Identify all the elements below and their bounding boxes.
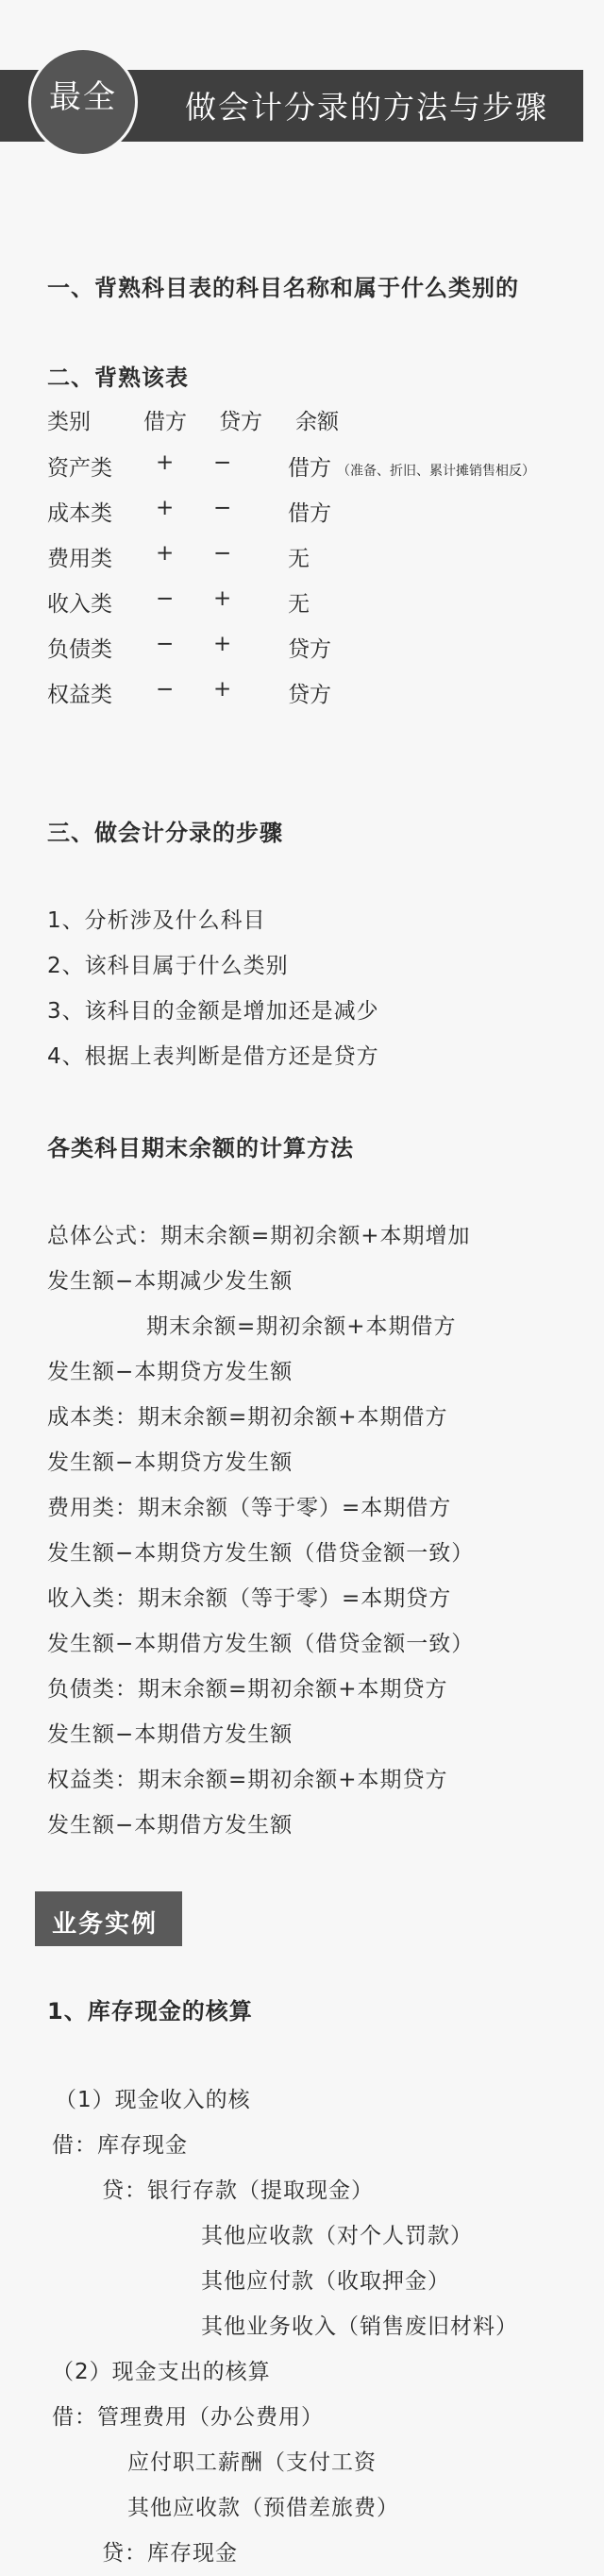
page-title: 做会计分录的方法与步骤 [185, 89, 548, 126]
formula-line: 发生额−本期借方发生额 [47, 1722, 294, 1747]
section2-heading: 二、背熟该表 [47, 364, 189, 391]
row-debit-sign: − [156, 586, 175, 611]
formula-line: 发生额−本期贷方发生额 [47, 1360, 294, 1384]
row-balance: 无 [288, 547, 310, 571]
business-examples-label: 业务实例 [52, 1910, 159, 1939]
banner-badge: 最全 [49, 77, 117, 116]
journal-line: （2）现金支出的核算 [52, 2360, 271, 2384]
formula-line: 费用类：期末余额（等于零）=本期借方 [47, 1496, 452, 1520]
row-category: 负债类 [47, 637, 112, 662]
formula-line: 收入类：期末余额（等于零）=本期贷方 [47, 1586, 452, 1611]
row-category: 收入类 [47, 592, 112, 617]
formula-line: 发生额−本期贷方发生额（借贷金额一致） [47, 1541, 475, 1566]
row-category: 权益类 [47, 683, 112, 707]
journal-line: 借：管理费用（办公费用） [52, 2405, 324, 2430]
row-credit-sign: − [213, 496, 232, 520]
row-category: 成本类 [47, 501, 112, 526]
formula-line: 期末余额=期初余额+本期借方 [146, 1314, 457, 1339]
header-balance: 余额 [295, 410, 339, 434]
section4-heading: 各类科目期末余额的计算方法 [47, 1135, 354, 1161]
formula-line: 发生额−本期减少发生额 [47, 1269, 294, 1294]
formula-line: 负债类：期末余额=期初余额+本期贷方 [47, 1677, 448, 1702]
journal-line: 其他应收款（对个人罚款） [201, 2224, 473, 2248]
row-balance: 贷方 [288, 683, 331, 707]
row-balance [288, 450, 535, 482]
row-balance: 借方 [288, 501, 331, 526]
formula-line: 总体公式：期末余额=期初余额+本期增加 [47, 1224, 471, 1248]
row-credit-sign: − [213, 541, 232, 566]
row-category: 资产类 [47, 456, 112, 481]
header-credit: 贷方 [219, 410, 262, 434]
title-banner [0, 47, 604, 142]
list-item: 1、分析涉及什么科目 [47, 908, 266, 933]
row-debit-sign: + [156, 496, 175, 520]
journal-line: 贷：库存现金 [102, 2541, 238, 2566]
row-credit-sign: + [213, 586, 232, 611]
business-examples-tag [35, 1891, 182, 1946]
row-debit-sign: − [156, 677, 175, 702]
list-item: 3、该科目的金额是增加还是减少 [47, 999, 379, 1024]
list-item: 2、该科目属于什么类别 [47, 954, 289, 978]
row-credit-sign: + [213, 632, 232, 656]
formula-line: 权益类：期末余额=期初余额+本期贷方 [47, 1768, 448, 1792]
formula-line: 成本类：期末余额=期初余额+本期借方 [47, 1405, 448, 1430]
formula-line: 发生额−本期借方发生额（借贷金额一致） [47, 1632, 475, 1656]
journal-line: 其他应付款（收取押金） [201, 2269, 450, 2294]
section3-heading: 三、做会计分录的步骤 [47, 820, 283, 846]
row-balance: 无 [288, 592, 310, 617]
journal-line: （1）现金收入的核 [55, 2088, 251, 2112]
journal-line: 借：库存现金 [52, 2133, 188, 2158]
journal-line: 贷：银行存款（提取现金） [102, 2178, 374, 2203]
row-balance: 贷方 [288, 637, 331, 662]
row-category: 费用类 [47, 547, 112, 571]
row-credit-sign: − [213, 450, 232, 475]
banner-circle [28, 47, 138, 157]
journal-line: 其他应收款（预借差旅费） [127, 2496, 399, 2520]
header-category: 类别 [47, 410, 91, 434]
section1-heading: 一、背熟科目表的科目名称和属于什么类别的 [47, 275, 519, 301]
list-item: 4、根据上表判断是借方还是贷方 [47, 1044, 379, 1069]
row-debit-sign: + [156, 450, 175, 475]
row-balance-note: （准备、折旧、累计摊销售相反） [337, 464, 535, 479]
row-debit-sign: + [156, 541, 175, 566]
formula-line: 发生额−本期贷方发生额 [47, 1450, 294, 1475]
row-balance-text: 借方 [288, 456, 331, 481]
row-debit-sign: − [156, 632, 175, 656]
journal-line: 其他业务收入（销售废旧材料） [201, 2314, 518, 2339]
business-subheading: 1、库存现金的核算 [47, 1998, 253, 2025]
journal-line: 应付职工薪酬（支付工资 [127, 2450, 377, 2475]
formula-line: 发生额−本期借方发生额 [47, 1813, 294, 1838]
header-debit: 借方 [143, 410, 187, 434]
row-credit-sign: + [213, 677, 232, 702]
